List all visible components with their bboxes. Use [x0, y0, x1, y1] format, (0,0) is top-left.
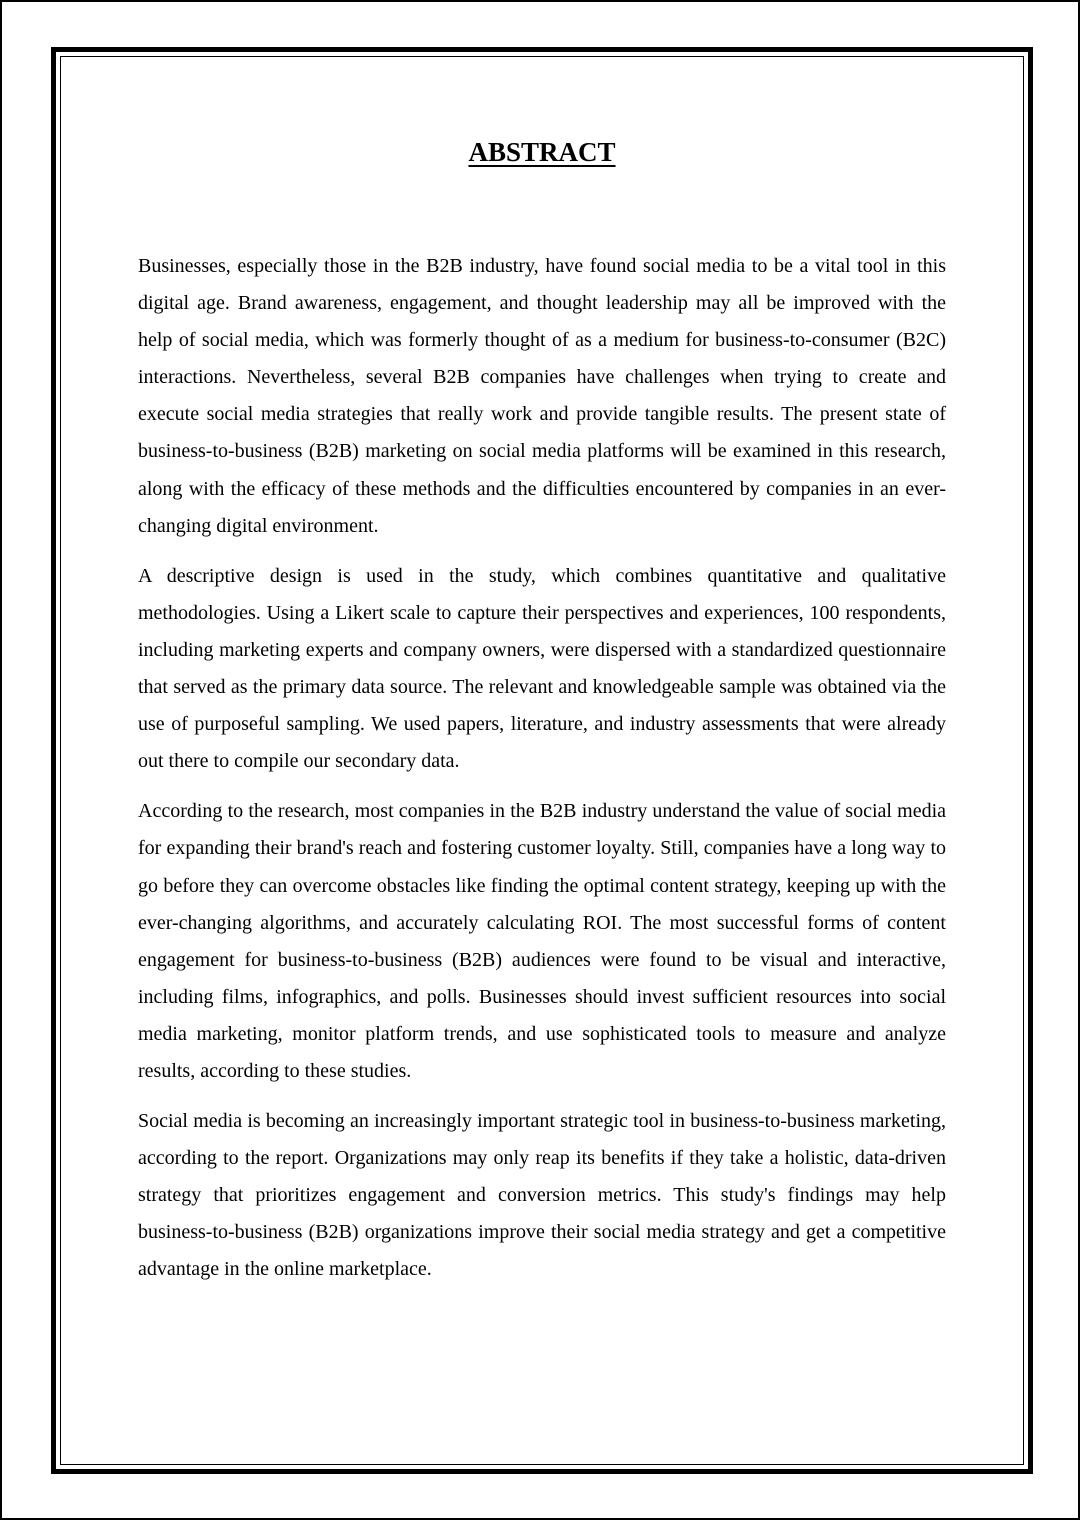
document-body	[138, 132, 946, 1302]
abstract-paragraph-2: A descriptive design is used in the study, which combines quantitative and qualitative methodologies. Using a Likert scale to capture their perspectives and experiences, 100 respondents, including marketing experts and company owners, were dispersed with a standardized questionnaire that served as the primary data source. The relevant and knowledgeable sample was obtained via the use of purposeful sampling. We used papers, literature, and industry assessments that were already out there to compile our secondary data.	[138, 564, 946, 773]
abstract-paragraph-1: Businesses, especially those in the B2B industry, have found social media to be a vital tool in this digital age. Brand awareness, engagement, and thought leadership may all be improved with the help of social media, which was formerly thought of as a medium for business-to-consumer (B2C) interactions. Nevertheless, several B2B companies have challenges when trying to create and execute social media strategies that really work and provide tangible results. The present state of business-to-business (B2B) marketing on social media platforms will be examined in this research, along with the efficacy of these methods and the difficulties encountered by companies in an ever-changing digital environment.	[138, 255, 946, 537]
abstract-paragraph-3: According to the research, most companies in the B2B industry understand the value of social media for expanding their brand's reach and fostering customer loyalty. Still, companies have a long way to go before they can overcome obstacles like finding the optimal content strategy, keeping up with the ever-changing algorithms, and accurately calculating ROI. The most successful forms of content engagement for business-to-business (B2B) audiences were found to be visual and interactive, including films, infographics, and polls. Businesses should invest sufficient resources into social media marketing, monitor platform trends, and use sophisticated tools to measure and analyze results, according to these studies.	[138, 800, 946, 1082]
abstract-paragraph-4: Social media is becoming an increasingly important strategic tool in business-to-business marketing, according to the report. Organizations may only reap its benefits if they take a holistic, data-driven strategy that prioritizes engagement and conversion metrics. This study's findings may help business-to-business (B2B) organizations improve their social media strategy and get a competitive advantage in the online marketplace.	[138, 1110, 946, 1281]
abstract-paragraphs	[138, 248, 946, 1289]
abstract-title: ABSTRACT	[468, 137, 616, 167]
